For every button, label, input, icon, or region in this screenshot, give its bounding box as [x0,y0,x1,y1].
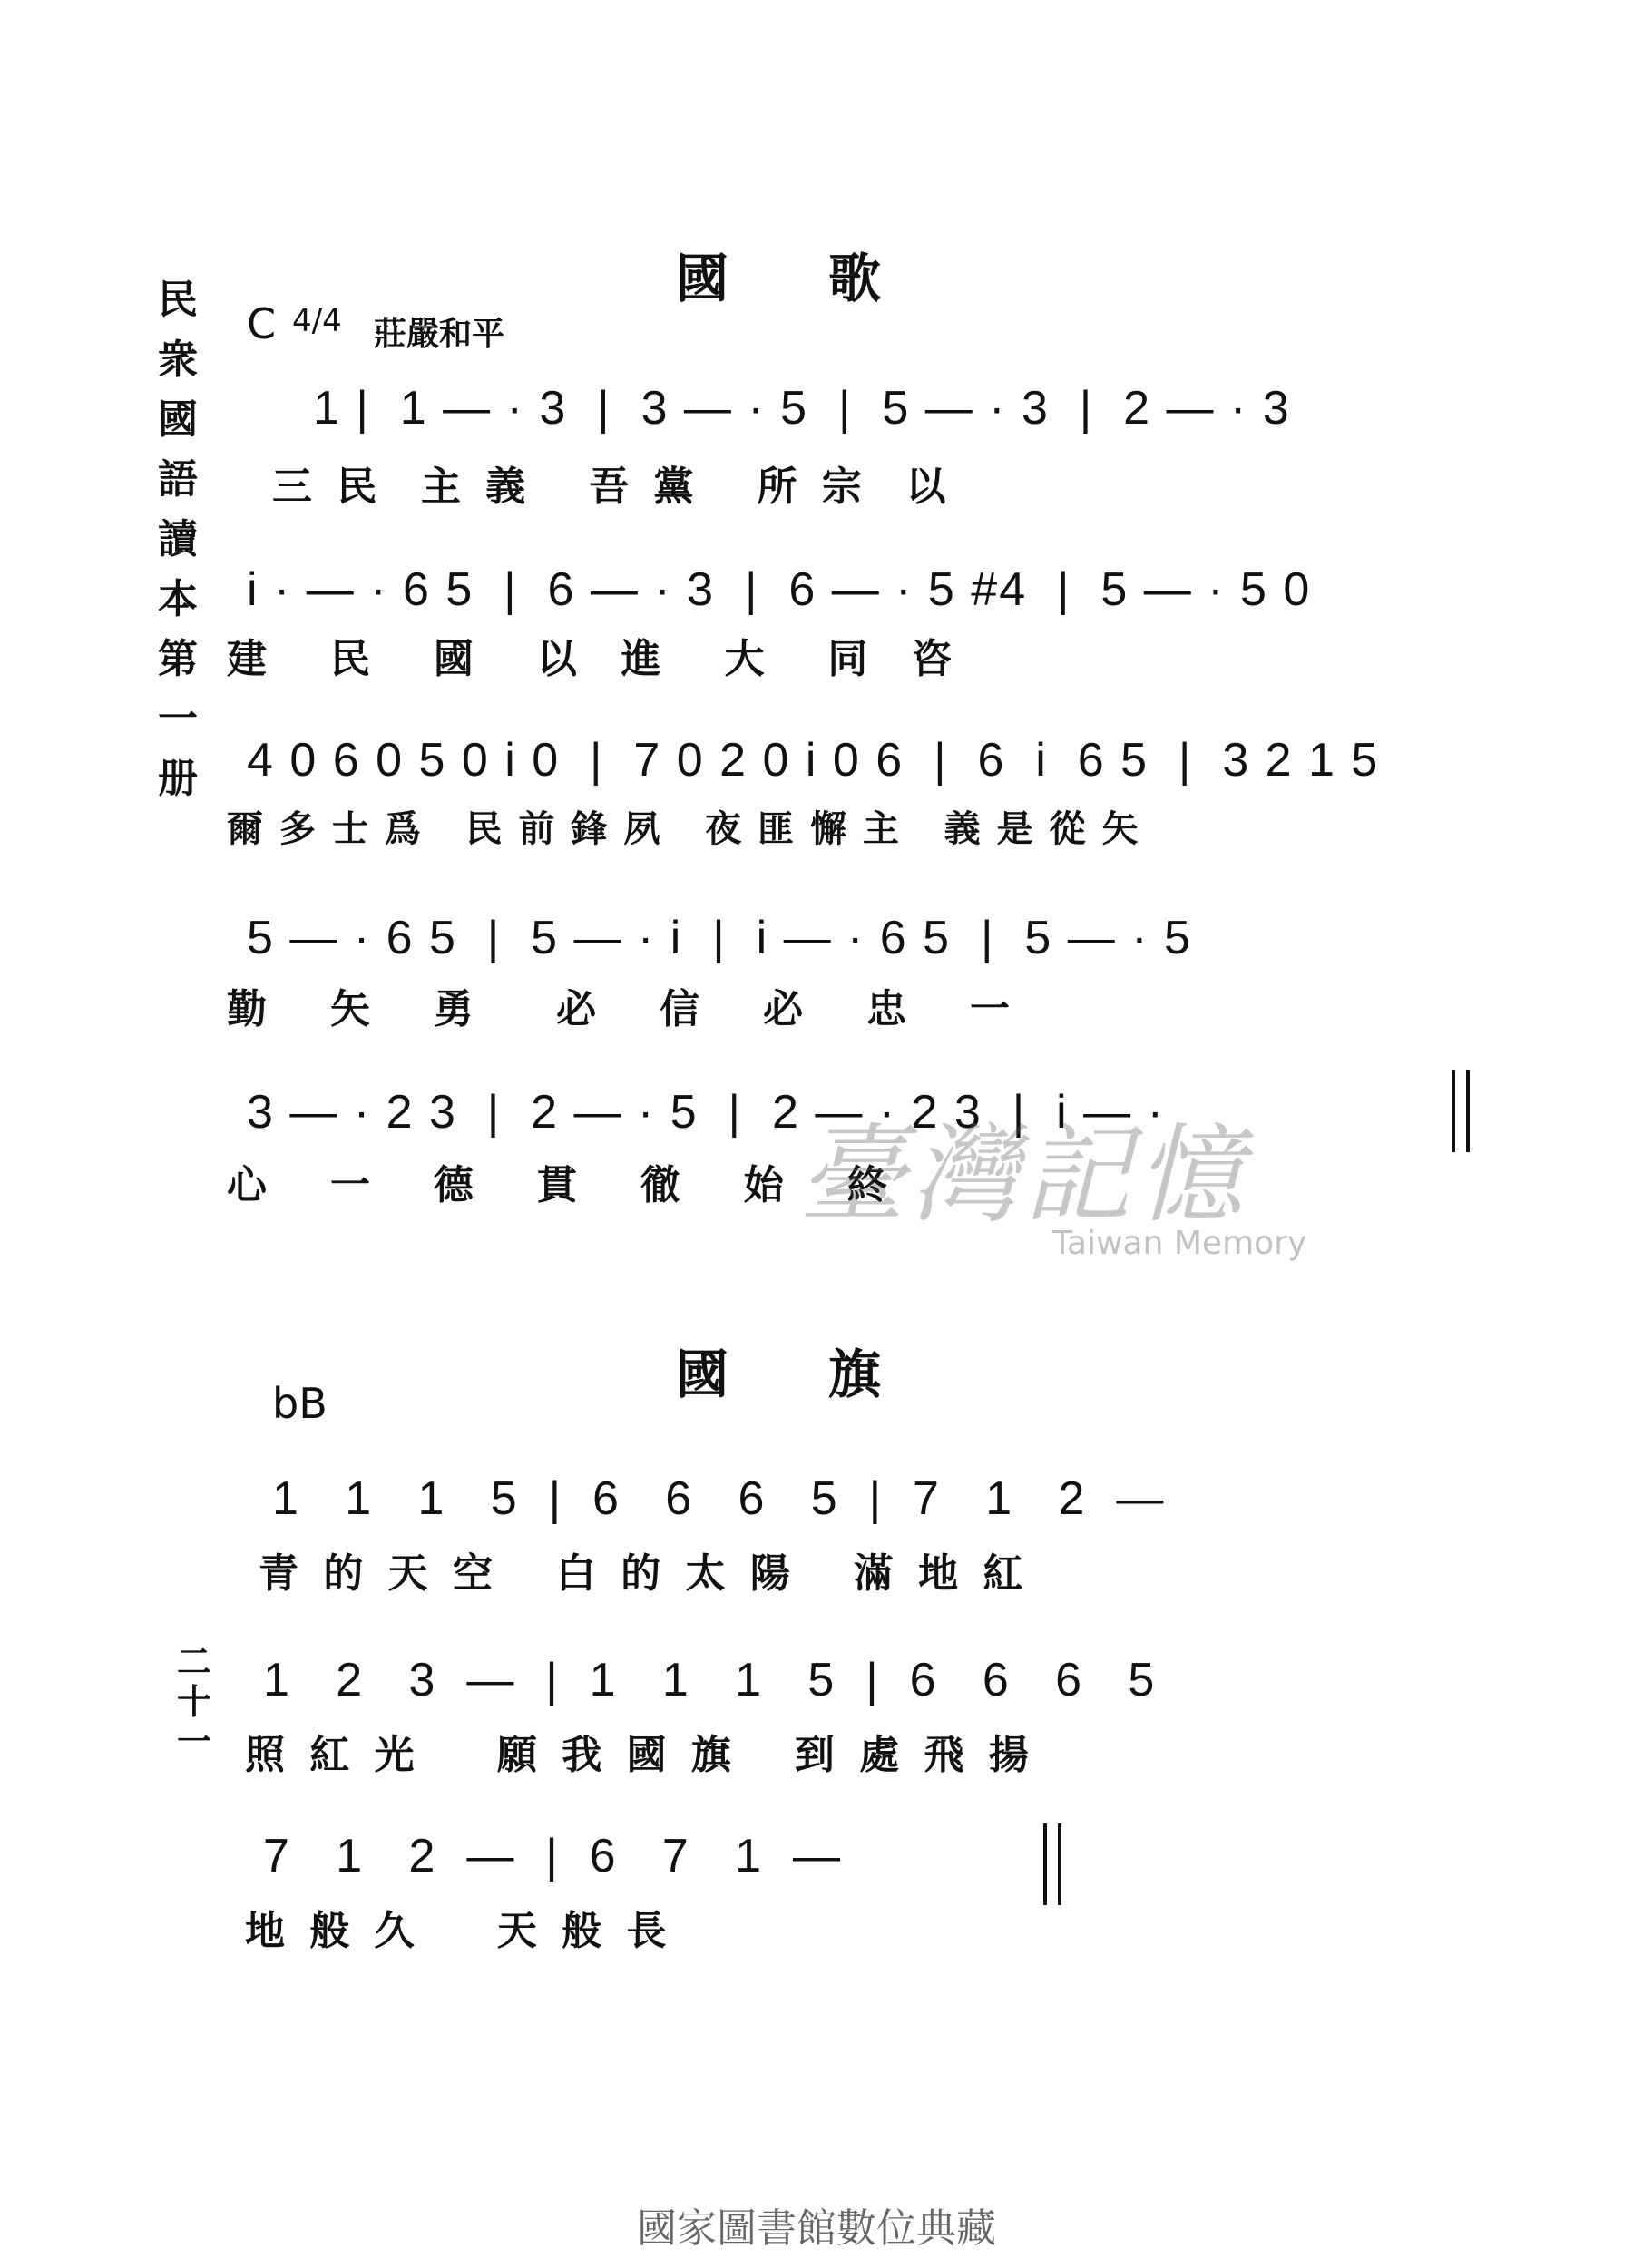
song1-lyrics-row-5: 心 一 德 貫 徹 始 終 [227,1162,893,1208]
song1-notes-row-4: 5 — · 6 5 | 5 — · i | i — · 6 5 | 5 — · 5 [247,912,1192,964]
song1-notes-row-2: i · — · 6 5 | 6 — · 3 | 6 — · 5 #4 | 5 — · 5 0 [247,563,1312,616]
song1-lyrics-row-2: 建 民 國 以 進 大 同 咨 [227,636,958,682]
song1-notes-row-1: 1 | 1 — · 3 | 3 — · 5 | 5 — · 3 | 2 — · 3 [313,382,1291,435]
song1-key: C [247,299,277,348]
song2-notes-row-3: 7 1 2 — | 6 7 1 — [263,1830,842,1882]
song1-tempo: 莊嚴和平 [374,315,505,353]
song1-notes-row-5: 3 — · 2 3 | 2 — · 5 | 2 — · 2 3 | i — · [247,1086,1165,1139]
song2-lyrics-row-1: 青 的 天 空 白 的 太 陽 滿 地 紅 [259,1550,1029,1597]
song1-lyrics-row-1: 三 民 主 義 吾 黨 所 宗 以 [272,464,952,510]
song1-title [676,236,981,312]
page-number: 二十一 [176,1641,211,1762]
song2-lyrics-row-2: 照 紅 光 願 我 國 旗 到 處 飛 揚 [245,1732,1034,1778]
side-book-label: 民衆國語讀本第一册 [158,277,198,802]
song2-notes-row-2: 1 2 3 — | 1 1 1 5 | 6 6 6 5 [263,1654,1157,1706]
song2-notes-row-1: 1 1 1 5 | 6 6 6 5 | 7 1 2 — [272,1472,1166,1525]
footer-credit: 國家圖書館數位典藏 [637,2205,996,2252]
song2-title [676,1332,981,1408]
song2-final-barline [1043,1823,1061,1905]
song1-lyrics-row-3: 爾 多 士 爲 民 前 鋒 夙 夜 匪 懈 主 義 是 從 矢 [227,807,1140,850]
song1-lyrics-row-4: 勤 矢 勇 必 信 必 忠 一 [227,986,1016,1032]
song2-key: bB [272,1379,328,1428]
watermark [798,1089,1306,1270]
song2-lyrics-row-3: 地 般 久 天 般 長 [245,1908,672,1954]
song1-title-text: 國歌 [676,248,982,309]
song1-notes-row-3: 4 0 6 0 5 0 i 0 | 7 0 2 0 i 0 6 | 6 i 6 5 | 3 2 1 5 [247,734,1380,787]
watermark-english: Taiwan Memory [1052,1225,1307,1262]
song2-title-text: 國旗 [676,1344,982,1405]
song1-time-signature: 4/4 [292,303,342,339]
song1-final-barline [1452,1070,1470,1152]
watermark-chinese: 臺灣記憶 [798,1112,1249,1237]
